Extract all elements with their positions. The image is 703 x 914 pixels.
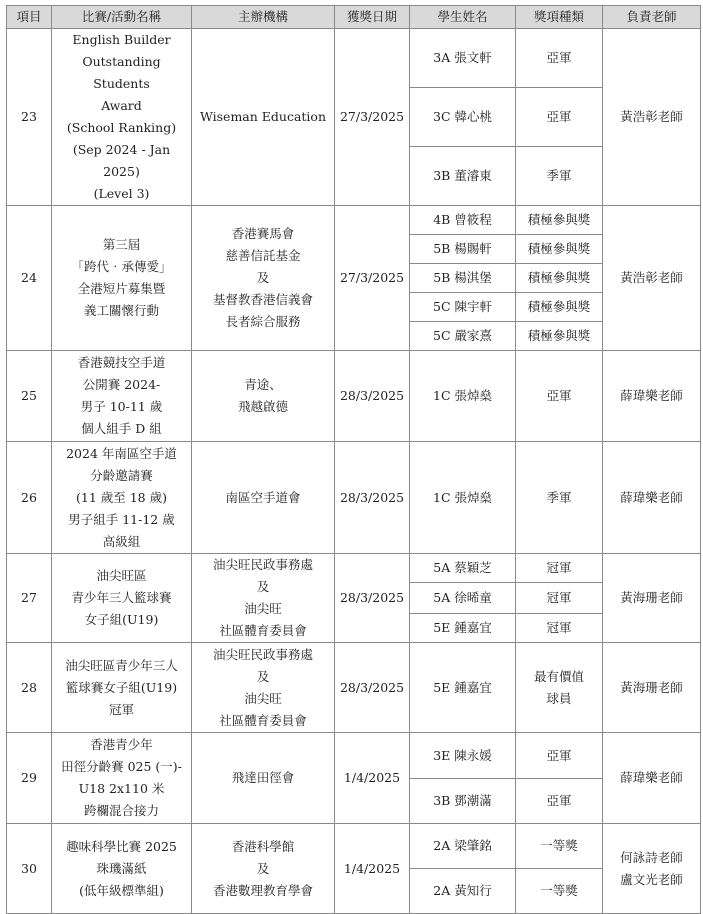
table-row: [7, 824, 701, 869]
award-date: 1/4/2025: [335, 824, 410, 914]
organizer-line: 南區空手道會: [225, 489, 301, 505]
organizer-line: 香港科學館: [231, 838, 295, 854]
event-name-line: Award: [101, 98, 142, 113]
event-name-line: 跨欄混合接力: [83, 803, 159, 818]
item-number: 26: [7, 442, 52, 554]
organizer-lines: [194, 767, 332, 789]
student-name: 5C 嚴家熹: [410, 322, 516, 351]
award-type: 亞軍: [516, 733, 603, 779]
header-item-no: 項目: [7, 6, 52, 29]
organizer: [192, 643, 335, 733]
event-name-line: 「跨代‧承傳愛」: [71, 259, 172, 274]
event-name-line: 男子 10-11 歲: [80, 399, 163, 414]
organizer-line: 基督教香港信義會: [212, 292, 313, 307]
organizer: [192, 554, 335, 643]
event-name-lines: [54, 443, 189, 553]
teacher-in-charge: [603, 733, 701, 824]
student-name: 1C 張焯燊: [410, 351, 516, 442]
award-date: 1/4/2025: [335, 733, 410, 824]
organizer: [192, 824, 335, 914]
teacher-in-charge: [603, 643, 701, 733]
organizer-line: 長者綜合服務: [225, 314, 301, 329]
award-type: 冠軍: [516, 613, 603, 642]
table-row: [7, 643, 701, 733]
student-name: 5A 蔡穎芝: [410, 554, 516, 583]
award-type: 積極參與獎: [516, 264, 603, 293]
organizer-line: 飛越啟德: [237, 399, 288, 414]
award-type: 積極參與獎: [516, 322, 603, 351]
event-name-line: 冠軍: [108, 701, 134, 717]
event-name: [52, 733, 192, 824]
event-name-line: 油尖旺區: [96, 568, 147, 583]
teacher-in-charge: [603, 554, 701, 643]
event-name-line: 第三屆: [102, 237, 141, 252]
event-name-line: 珠璣滿紙: [96, 860, 147, 876]
event-name-line: (Level 3): [93, 186, 150, 201]
organizer: [192, 733, 335, 824]
awards-table: [6, 5, 701, 914]
header-row: [7, 6, 701, 29]
header-award: 獎項種類: [516, 6, 603, 29]
teacher-line: 黃海珊老師: [620, 590, 683, 605]
item-number: 23: [7, 29, 52, 206]
award-type-line: 最有價值: [533, 668, 584, 684]
award-date: 28/3/2025: [335, 442, 410, 554]
event-name: [52, 554, 192, 643]
teacher-line: 何詠詩老師: [620, 849, 683, 865]
event-name-line: 高級組: [102, 533, 141, 549]
student-name: 5B 楊淇堡: [410, 264, 516, 293]
organizer: [192, 442, 335, 554]
event-name-line: 油尖旺區青少年三人: [65, 657, 178, 673]
student-name: 3E 陳永媛: [410, 733, 516, 779]
teacher-lines: [605, 385, 698, 407]
teacher-lines: [605, 587, 698, 609]
award-type: 積極參與獎: [516, 235, 603, 264]
organizer-line: 油尖旺: [244, 690, 282, 706]
table-row: [7, 442, 701, 554]
student-name: 3A 張文軒: [410, 29, 516, 88]
event-name-line: 義工關懷行動: [83, 303, 159, 318]
table-body: [7, 29, 701, 914]
student-name: 5E 鍾嘉宜: [410, 613, 516, 642]
teacher-in-charge: [603, 442, 701, 554]
organizer: [192, 29, 335, 206]
event-name-line: 香港青少年: [90, 737, 153, 752]
organizer-lines: [194, 106, 332, 128]
item-number: 27: [7, 554, 52, 643]
teacher-lines: [605, 847, 698, 891]
event-name-line: 公開賽 2024-: [82, 377, 161, 392]
event-name-line: 籃球賽女子組(U19): [65, 679, 178, 695]
award-type: 亞軍: [516, 779, 603, 824]
event-name-line: 個人組手 D 組: [81, 421, 162, 436]
award-date: 28/3/2025: [335, 351, 410, 442]
event-name-line: (School Ranking): [66, 120, 177, 135]
organizer-line: 社區體育委員會: [219, 712, 307, 728]
event-name: [52, 824, 192, 914]
organizer-line: Wiseman Education: [200, 109, 326, 124]
teacher-lines: [605, 767, 698, 789]
award-type: 亞軍: [516, 88, 603, 147]
item-number: 29: [7, 733, 52, 824]
event-name-line: 男子組手 11-12 歲: [68, 511, 175, 527]
event-name-lines: [54, 655, 189, 721]
organizer-line: 及: [256, 668, 270, 684]
item-number: 24: [7, 206, 52, 351]
organizer: [192, 351, 335, 442]
table-row: [7, 351, 701, 442]
teacher-in-charge: [603, 351, 701, 442]
item-number: 25: [7, 351, 52, 442]
event-name-line: 趣味科學比賽 2025: [66, 838, 177, 854]
student-name: 5B 楊賜軒: [410, 235, 516, 264]
event-name-line: 田徑分齡賽 025 (一)-: [61, 759, 182, 774]
organizer-line: 及: [256, 860, 270, 876]
award-type-lines: [518, 666, 600, 710]
table-row: [7, 29, 701, 88]
student-name: 5C 陳宇軒: [410, 293, 516, 322]
event-name-line: 全港短片募集暨: [77, 281, 166, 296]
award-type: 積極參與獎: [516, 206, 603, 235]
award-type: 冠軍: [516, 583, 603, 613]
table-row: [7, 554, 701, 583]
event-name-line: 2024 年南區空手道: [66, 445, 177, 461]
event-name: [52, 351, 192, 442]
teacher-line: 盧文光老師: [620, 871, 683, 887]
award-type: 季軍: [516, 147, 603, 206]
student-name: 5E 鍾嘉宜: [410, 643, 516, 733]
organizer-line: 香港賽馬會: [231, 226, 295, 241]
organizer-lines: [194, 644, 332, 732]
organizer-line: 飛達田徑會: [231, 770, 295, 785]
student-name: 1C 張焯燊: [410, 442, 516, 554]
event-name-lines: [54, 734, 189, 822]
award-date: 27/3/2025: [335, 206, 410, 351]
teacher-line: 黃浩彰老師: [620, 270, 683, 285]
event-name-line: (Sep 2024 - Jan 2025): [72, 142, 171, 179]
header-date: 獲獎日期: [335, 6, 410, 29]
organizer-line: 社區體育委員會: [219, 623, 307, 638]
award-date: 27/3/2025: [335, 29, 410, 206]
teacher-line: 薛瑋樂老師: [620, 770, 683, 785]
organizer-line: 香港數理教育學會: [212, 882, 313, 898]
award-type: 冠軍: [516, 554, 603, 583]
award-date: 28/3/2025: [335, 643, 410, 733]
student-name: 2A 黃知行: [410, 869, 516, 914]
header-organizer: 主辦機構: [192, 6, 335, 29]
event-name-line: (11 歲至 18 歲): [76, 489, 167, 505]
award-type: 亞軍: [516, 351, 603, 442]
table-row: [7, 206, 701, 235]
award-type: 亞軍: [516, 29, 603, 88]
award-type-line: 球員: [546, 690, 572, 706]
item-number: 28: [7, 643, 52, 733]
event-name-lines: [54, 565, 189, 631]
organizer-line: 油尖旺民政事務處: [212, 557, 313, 572]
event-name-line: 女子組(U19): [84, 612, 159, 627]
event-name-lines: [54, 352, 189, 440]
teacher-in-charge: [603, 29, 701, 206]
organizer-line: 油尖旺: [244, 601, 282, 616]
event-name-line: U18 2x110 米: [78, 781, 165, 796]
item-number: 30: [7, 824, 52, 914]
organizer-line: 及: [256, 270, 270, 285]
header-teacher: 負責老師: [603, 6, 701, 29]
organizer-lines: [194, 374, 332, 418]
event-name-line: (低年級標準組): [79, 882, 164, 898]
event-name: [52, 442, 192, 554]
header-event: 比賽/活動名稱: [52, 6, 192, 29]
teacher-line: 薛瑋樂老師: [620, 489, 683, 505]
teacher-lines: [605, 267, 698, 289]
teacher-line: 黃海珊老師: [620, 679, 683, 695]
teacher-lines: [605, 106, 698, 128]
header-student: 學生姓名: [410, 6, 516, 29]
teacher-in-charge: [603, 206, 701, 351]
teacher-lines: [605, 677, 698, 699]
organizer-lines: [194, 554, 332, 642]
event-name-lines: [54, 836, 189, 902]
teacher-line: 薛瑋樂老師: [620, 388, 683, 403]
event-name-line: English Builder: [72, 32, 171, 47]
student-name: 4B 曾筱程: [410, 206, 516, 235]
organizer-lines: [194, 836, 332, 902]
student-name: 2A 梁肇銘: [410, 824, 516, 869]
event-name-line: 香港競技空手道: [77, 355, 166, 370]
event-name-line: 青少年三人籃球賽: [71, 590, 172, 605]
teacher-line: 黃浩彰老師: [620, 109, 683, 124]
teacher-lines: [605, 487, 698, 509]
organizer-line: 慈善信託基金: [225, 248, 301, 263]
teacher-in-charge: [603, 824, 701, 914]
organizer-lines: [194, 223, 332, 333]
award-type: 一等獎: [516, 869, 603, 914]
award-type: 季軍: [516, 442, 603, 554]
student-name: 3C 韓心桃: [410, 88, 516, 147]
award-date: 28/3/2025: [335, 554, 410, 643]
event-name-line: Outstanding Students: [82, 54, 161, 91]
student-name: 5A 徐晞童: [410, 583, 516, 613]
student-name: 3B 鄧潮滿: [410, 779, 516, 824]
event-name-lines: [54, 29, 189, 205]
award-type: [516, 643, 603, 733]
organizer-line: 青途、: [244, 377, 282, 392]
award-type: 積極參與獎: [516, 293, 603, 322]
event-name-line: 分齡邀請賽: [90, 467, 153, 483]
organizer: [192, 206, 335, 351]
student-name: 3B 董濬東: [410, 147, 516, 206]
event-name: [52, 643, 192, 733]
event-name: [52, 29, 192, 206]
award-type: 一等獎: [516, 824, 603, 869]
event-name: [52, 206, 192, 351]
organizer-lines: [194, 487, 332, 509]
organizer-line: 油尖旺民政事務處: [212, 646, 313, 662]
organizer-line: 及: [256, 579, 270, 594]
table-row: [7, 733, 701, 779]
event-name-lines: [54, 234, 189, 322]
